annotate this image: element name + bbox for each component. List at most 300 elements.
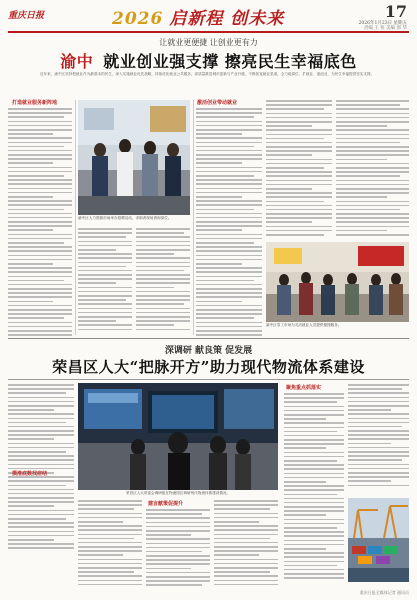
body-text-line [8,388,74,390]
body-text-line [336,175,400,177]
body-text-line [266,134,332,136]
body-text-line [78,253,132,255]
story1-headline [0,49,417,72]
body-text-line [196,271,262,273]
body-text-line [8,255,72,257]
body-text-line [196,225,262,227]
body-text-line [8,384,74,386]
body-text-line [136,324,174,326]
body-text-line [348,476,409,478]
body-text-line [78,291,132,293]
body-text-line [284,406,344,408]
body-text-line [78,257,132,259]
body-text-line [336,100,409,102]
body-text-line [8,459,74,461]
body-text-line [146,538,210,540]
body-text-line [8,426,74,428]
body-text-line [284,464,344,466]
body-text-line [266,221,312,223]
body-text-line [8,154,72,156]
body-text-line [8,192,72,194]
body-text-line [8,229,53,231]
body-text-line [266,146,332,148]
body-text-line [78,320,116,322]
body-text-line [284,447,326,449]
body-text-line [348,438,409,440]
body-text-line [266,159,332,161]
body-text-line [284,397,344,399]
body-text-line [78,529,142,531]
body-text-line [196,162,242,164]
body-text-line [196,246,262,248]
body-text-line [8,535,74,537]
body-text-line [8,334,72,336]
body-text-line [266,217,332,219]
body-text-line [196,142,262,144]
body-text-line [266,192,332,194]
body-text-line [8,259,72,261]
body-text-line [284,489,344,491]
body-text-line [214,567,278,569]
body-text-line [266,234,324,236]
body-text-line [336,150,409,152]
body-text-line [8,309,72,311]
body-text-line [348,430,409,432]
body-text-line [136,262,190,264]
body-text-line [266,188,312,190]
body-text-line [196,259,262,261]
body-text-line [8,455,74,457]
body-text-line [78,571,134,573]
body-text-line [214,554,259,556]
body-text-line [266,142,332,144]
body-text-line [146,526,210,528]
body-text-line [196,154,262,156]
body-text-line [284,456,344,458]
body-text-line [136,241,190,243]
body-text-line [8,397,74,399]
story1-subhead-1: 打造就业服务新阵地 [12,100,58,106]
body-text-line [196,330,262,332]
body-text-line [136,282,190,284]
body-text-line [284,473,344,475]
body-text-line [8,263,53,265]
body-text-line [8,531,74,533]
body-text-line [266,150,332,152]
banner-year: 2026 [112,9,164,29]
body-text-line [8,146,64,148]
body-text-line [8,221,72,223]
logistics-photo-illustration [78,383,278,490]
story2-subhead-3: 聚焦重点抓落实 [286,385,322,391]
body-text-line [78,542,142,544]
body-text-line [336,108,409,110]
body-text-line [348,443,391,445]
body-text-line [196,158,262,160]
body-text-line [284,514,326,516]
body-text-line [348,480,391,482]
recruitment-photo-illustration [78,100,190,215]
story1-col-4 [196,108,262,336]
story1-photo-recruitment [78,100,190,215]
body-text-line [78,262,132,264]
body-text-line [146,568,191,570]
body-text-line [348,447,409,449]
body-text-line [214,546,278,548]
story1-kicker: 让就业更便捷 让创业更有力 [159,38,258,47]
story2-headline: 荣昌区人大“把脉开方”助力现代物流体系建设 [52,358,365,376]
body-text-line [8,242,64,244]
body-text-line [8,213,72,215]
body-text-line [284,468,344,470]
body-text-line [8,225,72,227]
story2-col-5 [284,393,344,593]
body-text-line [348,455,409,457]
body-text-line [196,133,242,135]
body-text-line [136,228,190,230]
body-text-line [266,113,332,115]
body-text-line [78,228,132,230]
body-text-line [8,434,74,436]
body-text-line [214,534,278,536]
body-text-line [348,426,402,428]
body-text-line [8,443,74,445]
body-text-line [136,303,184,305]
body-text-line [8,464,74,466]
body-text-line [336,180,409,182]
body-text-line [266,121,332,123]
body-text-line [214,521,259,523]
story1-headline-place: 渝中 [60,52,94,71]
body-text-line [8,188,72,190]
body-text-line [214,500,278,502]
body-text-line [336,234,409,236]
body-text-line [336,125,387,127]
body-text-line [336,184,409,186]
body-text-line [136,295,190,297]
body-text-line [78,554,123,556]
body-text-line [196,146,254,148]
body-text-line [336,209,400,211]
body-text-line [196,188,262,190]
body-text-line [266,171,332,173]
body-text-line [8,162,53,164]
masthead-banner [112,4,284,29]
body-text-line [196,288,262,290]
story1-photo-market [266,242,409,322]
story2-col-2 [78,500,142,594]
body-text-line [8,125,72,127]
body-text-line [8,209,64,211]
body-text-line [8,522,74,524]
body-text-line [336,113,409,115]
body-text-line [214,529,278,531]
body-text-line [8,489,74,491]
body-text-line [196,322,262,324]
body-text-line [136,308,190,310]
body-text-line [284,573,344,575]
body-text-line [8,171,72,173]
story1-col-5 [266,100,332,240]
story2-col-6 [348,384,409,494]
body-text-line [196,200,262,202]
body-text-line [336,154,409,156]
body-text-line [348,384,409,386]
body-text-line [336,117,409,119]
body-text-line [146,555,210,557]
body-text-line [136,249,190,251]
body-text-line [146,517,210,519]
body-text-line [214,575,278,577]
body-text-line [266,196,332,198]
body-text-line [348,418,409,420]
body-text-line [196,179,262,181]
body-text-line [266,230,332,232]
body-text-line [284,502,344,504]
body-text-line [284,494,337,496]
body-text-line [214,508,270,510]
body-text-line [8,280,64,282]
body-text-line [284,535,344,537]
body-text-line [8,238,72,240]
story2-col-1 [8,384,74,594]
body-text-line [8,485,66,487]
body-text-line [8,301,53,303]
body-text-line [196,192,262,194]
body-text-line [78,316,132,318]
body-text-line [78,295,132,297]
body-text-line [136,253,174,255]
newspaper-logo: 重庆日报 [8,11,45,21]
body-text-line [348,434,409,436]
body-text-line [196,108,262,110]
body-text-line [8,246,72,248]
body-text-line [78,584,142,586]
body-text-line [284,506,344,508]
body-text-line [78,513,142,515]
body-text-line [266,180,332,182]
body-text-line [8,413,74,415]
body-text-line [8,175,64,177]
body-text-line [196,171,262,173]
body-text-line [266,205,332,207]
body-text-line [348,388,402,390]
body-text-line [136,274,190,276]
body-text-line [136,316,190,318]
body-text-line [8,121,72,123]
body-text-line [284,393,344,395]
body-text-line [8,179,72,181]
body-text-line [78,282,116,284]
body-text-line [8,480,74,482]
body-text-line [8,200,72,202]
body-text-line [136,232,184,234]
body-text-line [78,508,134,510]
body-text-line [146,530,210,532]
body-text-line [284,544,344,546]
body-text-line [146,580,210,582]
body-text-line [8,217,72,219]
body-text-line [214,563,278,565]
editor-line: 责编 王 恒 美编 郭 华 [363,26,407,31]
body-text-line [348,451,409,453]
body-text-line [146,559,210,561]
body-text-line [266,175,332,177]
body-text-line [146,522,210,524]
body-text-line [8,514,74,516]
body-text-line [284,481,326,483]
body-text-line [336,163,409,165]
body-text-line [8,418,74,420]
body-text-line [266,167,324,169]
body-text-line [146,551,202,553]
body-text-line [8,137,72,139]
body-text-line [266,100,332,102]
body-text-line [284,460,337,462]
body-text-line [136,291,190,293]
body-text-line [336,134,409,136]
body-text-line [196,313,262,315]
body-text-line [284,531,344,533]
body-text-line [284,410,344,412]
body-text-line [78,312,132,314]
body-text-line [8,547,74,549]
body-text-line [78,270,132,272]
body-text-line [266,154,312,156]
body-text-line [78,245,132,247]
body-text-line [348,468,409,470]
story2-col-4 [214,500,278,594]
body-text-line [146,513,202,515]
body-text-line [8,493,74,495]
body-text-line [336,142,400,144]
story1-col-2 [78,228,132,336]
body-text-line [348,392,409,394]
body-text-line [8,305,72,307]
body-text-line [78,559,142,561]
story2-photo-port [348,498,409,582]
body-text-line [196,292,262,294]
body-text-line [196,116,254,118]
story2-photo-caption: 荣昌区人大常委会调研组在物流园区调研现代物流体系建设情况。 [125,491,231,495]
body-text-line [78,287,132,289]
body-text-line [78,278,132,280]
body-text-line [266,201,324,203]
body-text-line [214,580,278,582]
story2-subhead-1: 摸准底数找症结 [12,471,48,477]
body-text-line [8,447,74,449]
section-divider [8,338,409,339]
body-text-line [8,234,72,236]
body-text-line [78,521,123,523]
body-text-line [196,125,262,127]
body-text-line [196,167,262,169]
story1-col-1 [8,108,72,336]
body-text-line [214,513,278,515]
body-text-line [284,569,344,571]
body-text-line [284,561,344,563]
body-text-line [196,263,242,265]
story2-col-3 [146,509,210,594]
body-text-line [284,401,337,403]
body-text-line [8,405,74,407]
body-text-line [266,117,332,119]
body-text-line [136,287,174,289]
body-text-line [266,163,332,165]
body-text-line [78,567,142,569]
body-text-line [336,192,409,194]
body-text-line [78,329,132,331]
body-text-line [284,523,344,525]
body-text-line [8,271,72,273]
body-text-line [136,312,190,314]
body-text-line [8,296,72,298]
story1-lead: 近年来，渝中区坚持把就业作为最基本的民生，深入实施就业优先战略，持续优化就业公共服务，高质量推进城市更新与产业升级，不断拓宽就业渠道，全力稳岗位、扩就业、促创业，为民生幸福提供坚实支撑。 [40,72,375,76]
body-text-line [214,517,278,519]
story2-photo-logistics [78,383,278,490]
story1-subhead-2: 激活创业带动就业 [197,100,238,106]
body-text-line [336,201,409,203]
body-text-line [196,238,262,240]
body-text-line [136,320,190,322]
body-text-line [196,301,242,303]
body-text-line [8,430,74,432]
body-text-line [78,303,132,305]
story1-photo-caption-1: 渝中区人力资源市场举办招聘活动，求职者现场咨询岗位。 [78,216,172,220]
body-text-line [8,196,53,198]
story1-col-6 [336,100,409,240]
body-text-line [8,108,72,110]
story1-photo-caption-2: 渝中区零工市场为灵活就业人员提供便捷服务。 [266,323,342,327]
body-text-line [348,464,409,466]
body-text-line [8,526,74,528]
body-text-line [336,196,387,198]
body-text-line [196,121,262,123]
body-text-line [266,184,332,186]
body-text-line [146,543,210,545]
body-text-line [8,401,74,403]
body-text-line [214,550,278,552]
body-text-line [8,543,74,545]
body-text-line [196,284,262,286]
body-text-line [196,242,254,244]
body-text-line [8,539,54,541]
body-text-line [136,257,190,259]
body-text-line [78,575,142,577]
story2-subhead-2: 建言献策促提升 [148,501,184,507]
body-text-line [284,498,344,500]
body-text-line [136,329,190,331]
body-text-line [348,485,409,487]
port-photo-illustration [348,498,409,582]
body-text-line [78,249,116,251]
body-text-line [336,129,409,131]
body-text-line [336,159,387,161]
body-text-line [196,217,262,219]
body-text-line [214,504,278,506]
body-text-line [8,409,54,411]
body-text-line [8,518,66,520]
body-text-line [78,504,142,506]
body-text-line [8,422,66,424]
body-text-line [78,580,142,582]
column-separator [75,100,76,335]
body-text-line [196,150,262,152]
body-text-line [78,324,132,326]
body-text-line [196,309,262,311]
body-text-line [196,326,262,328]
body-text-line [146,563,210,565]
